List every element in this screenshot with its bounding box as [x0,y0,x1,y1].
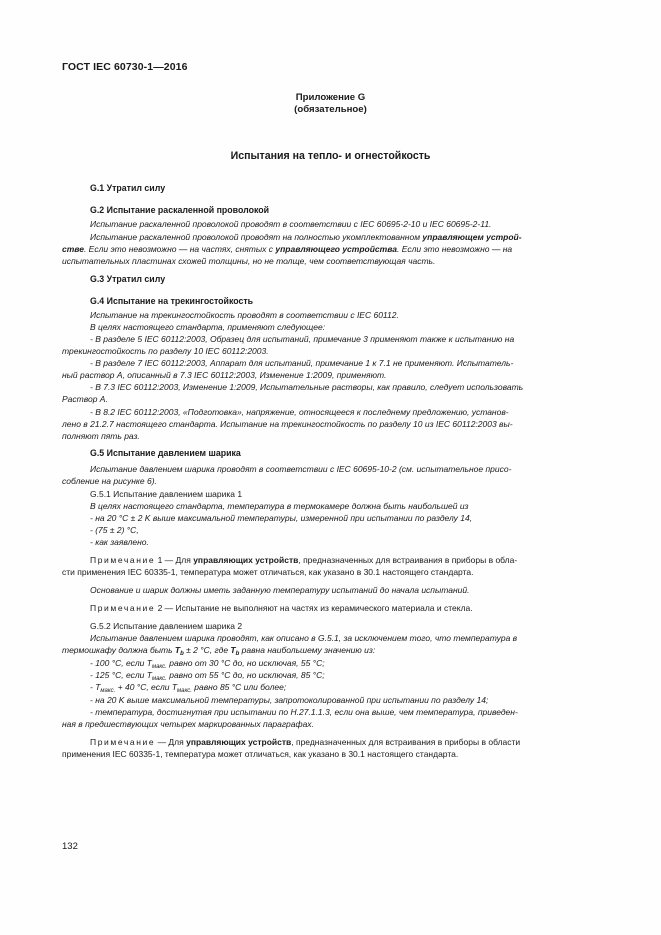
paragraph-line: В целях настоящего стандарта, температура в термокамере должна быть наибольшей из [90,501,469,511]
list-item: - В разделе 7 IEC 60112:2003, Аппарат для испытаний, примечание 1 к 7.1 не применяют. Испытатель- [90,358,514,368]
subsection-g51-heading: G.5.1 Испытание давлением шарика 1 [90,489,243,499]
list-item-continuation: лено в 21.2.7 настоящего стандарта. Испытание на трекингостойкость по разделу 10 из IEC 60112:2003 вы- [62,419,513,429]
document-header: ГОСТ IEC 60730-1—2016 [62,61,188,73]
section-g1-heading: G.1 Утратил силу [90,183,166,193]
paragraph-line: стве. Если это невозможно — на частях, снятых с управляющего устройства. Если это невозможно — на [62,244,513,254]
subsection-g52-heading: G.5.2 Испытание давлением шарика 2 [90,621,243,631]
paragraph-line: Испытание раскаленной проволокой проводят на полностью укомплектованном управляющем устрой- [90,232,522,242]
page-number: 132 [62,841,78,852]
list-item: - как заявлено. [90,537,149,547]
note-3: Примечание — Для управляющих устройств, предназначенных для встраивания в приборы в области [90,737,521,747]
note-1-continuation: сти применения IEC 60335-1, температура может отличаться, как указано в 30.1 настоящего стандарта. [62,567,474,577]
list-item-continuation: ная в предшествующих четырех маркированных параграфах. [62,719,314,729]
appendix-status: (обязательное) [294,104,367,115]
paragraph-line: Испытание раскаленной проволокой проводят в соответствии с IEC 60695-2-10 и IEC 60695-2-11. [90,219,492,229]
paragraph-line: Испытание на трекингостойкость проводят в соответствии с IEC 60112. [90,310,399,320]
note-1: Примечание 1 — Для управляющих устройств, предназначенных для встраивания в приборы в обла- [90,555,518,565]
note-2: Примечание 2 — Испытание не выполняют на частях из керамического материала и стекла. [90,603,473,613]
list-item-continuation: ный раствор А, описанный в 7.3 IEC 60112:2003, Изменение 1:2009, применяют. [62,370,387,380]
section-g2-heading: G.2 Испытание раскаленной проволокой [90,205,270,215]
paragraph-line: В целях настоящего стандарта, применяют следующее: [90,322,326,332]
section-g5-heading: G.5 Испытание давлением шарика [90,448,241,458]
paragraph-line: Испытание давлением шарика проводят в соответствии с IEC 60695-10-2 (см. испытательное присо- [90,464,512,474]
list-item-continuation: трекингостойкость по разделу 10 IEC 60112:2003. [62,346,269,356]
list-item: - В 7.3 IEC 60112:2003, Изменение 1:2009, Испытательные растворы, как правило, следует использовать [90,382,524,392]
list-item-continuation: полняют пять раз. [62,431,140,441]
list-item: - $T_{макс.} + 40$ °C, если $T_{макс.}$ равно 85 °C или более; [90,682,287,694]
main-title: Испытания на тепло- и огнестойкость [230,150,431,162]
list-item: - В 8.2 IEC 60112:2003, «Подготовка», напряжение, относящееся к последнему предложению, установ- [90,407,509,417]
list-item: - температура, достигнутая при испытании по H.27.1.1.3, если она выше, чем температура, приведен- [90,707,518,717]
list-item: - на 20 K выше максимальной температуры, запротоколированной при испытании по разделу 14; [90,695,489,705]
list-item: - 100 °C, если $T_{макс.}$ равно от 30 °C до, но исключая, 55 °C; [90,658,325,670]
list-item: - 125 °C, если $T_{макс.}$ равно от 55 °C до, но исключая, 85 °C; [90,670,325,682]
section-g4-heading: G.4 Испытание на трекингостойкость [90,296,254,306]
list-item: - В разделе 5 IEC 60112:2003, Образец для испытаний, примечание 3 применяют также к испытанию на [90,334,515,344]
paragraph-line: Основание и шарик должны иметь заданную температуру испытаний до начала испытаний. [90,585,470,595]
list-item: - на 20 °C ± 2 K выше максимальной температуры, измеренной при испытании по разделу 14, [90,513,473,523]
paragraph-line: испытательных пластинах схожей толщины, но не толще, чем соответствующая часть. [62,256,436,266]
appendix-title: Приложение G [295,92,366,103]
paragraph-line: собление на рисунке 6). [62,476,157,486]
note-3-continuation: применения IEC 60335-1, температура может отличаться, как указано в 30.1 настоящего стандарта. [62,749,459,759]
paragraph-line: термошкафу должна быть $T_b \pm 2$ °C, где $T_b$ равна наибольшему значению из: [62,645,376,657]
list-item: - (75 ± 2) °C, [90,525,139,535]
list-item-continuation: Раствор А. [62,394,108,404]
paragraph-line: Испытание давлением шарика проводят, как описано в G.5.1, за исключением того, что температура в [90,633,518,643]
section-g3-heading: G.3 Утратил силу [90,274,166,284]
